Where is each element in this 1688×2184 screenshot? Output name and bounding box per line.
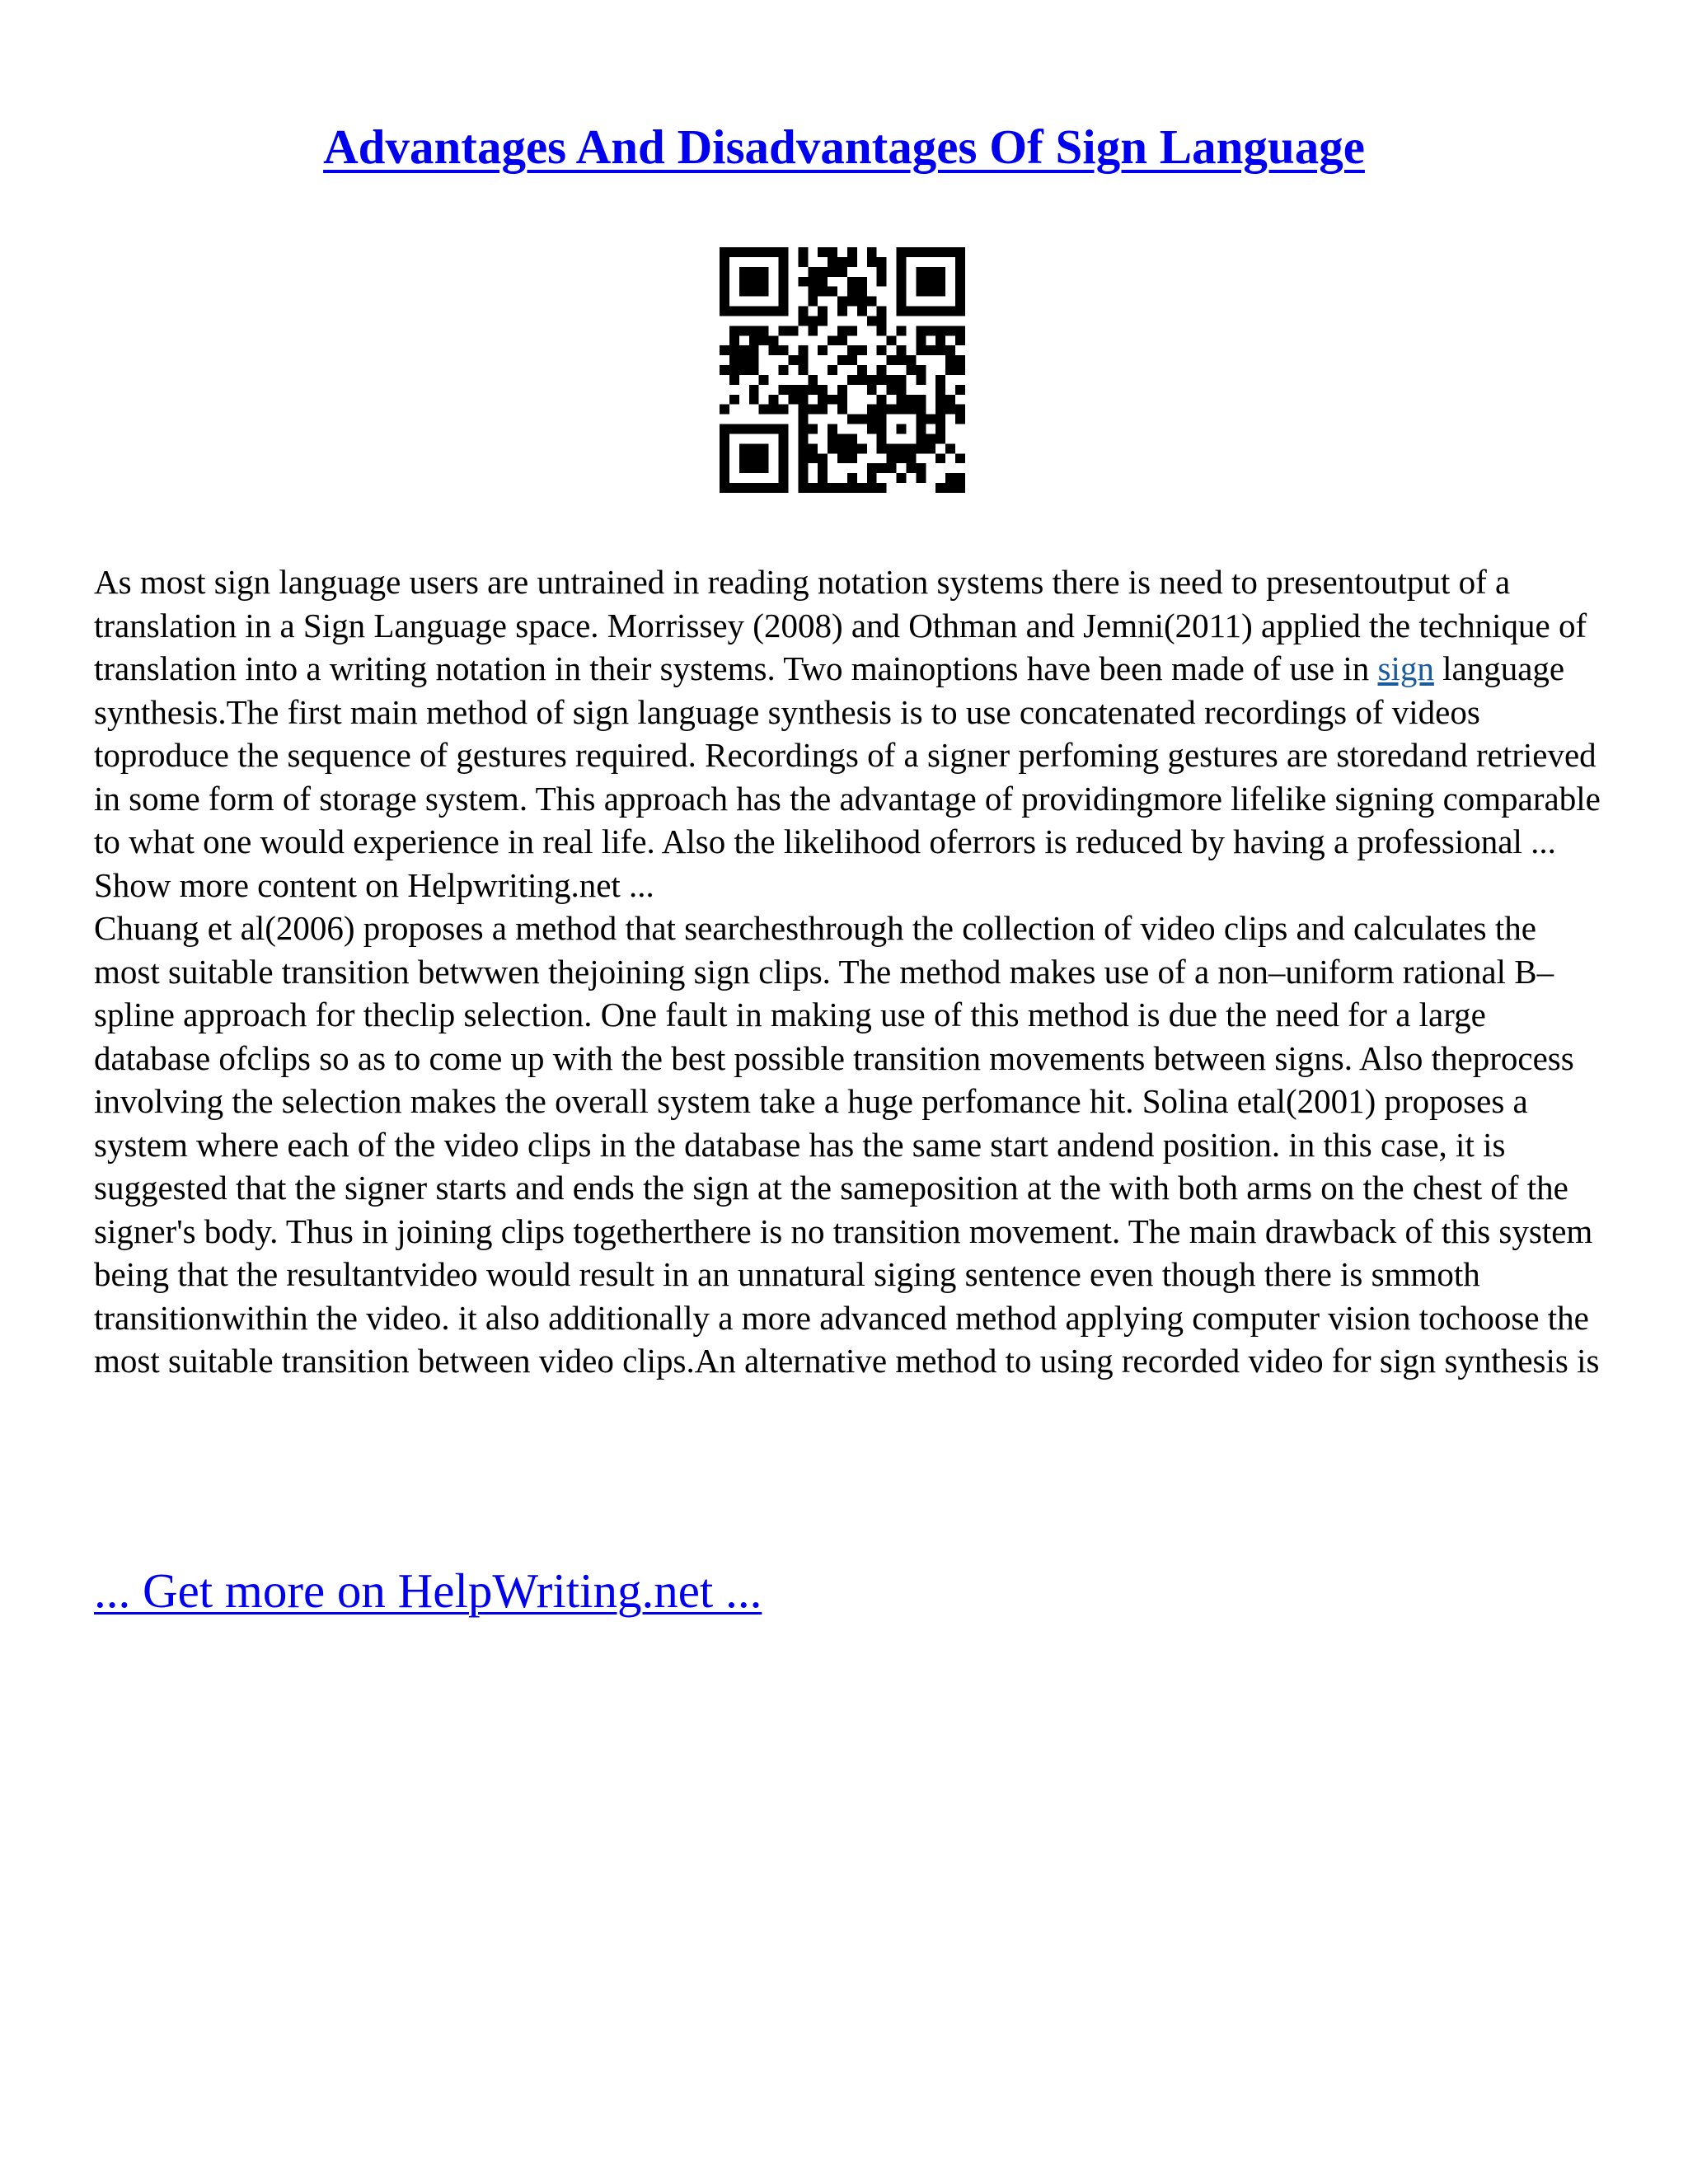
- paragraph-1: [94, 560, 1602, 907]
- page-title: [0, 114, 1688, 180]
- qr-code-icon: [720, 247, 965, 493]
- paragraph-2: Chuang et al(2006) proposes a method that searchesthrough the collection of video clips and calculates the most suitable transition betwwen thejoining sign clips. The method makes use of a non–uniform rational B–spline approach for theclip selection. One fault in making use of this method is due the need for a large database ofclips so as to come up with the best possible transition movements between signs. Also theprocess involving the selection makes the overall system take a huge perfomance hit. Solina etal(2001) proposes a system where each of the video clips in the database has the same start andend position. in this case, it is suggested that the signer starts and ends the sign at the sameposition at the with both arms on the chest of the signer's body. Thus in joining clips togetherthere is no transition movement. The main drawback of this system being that the resultantvideo would result in an unnatural siging sentence even though there is smmoth transitionwithin the video. it also additionally a more advanced method applying computer vision tochoose the most suitable transition between video clips.An alternative method to using recorded video for sign synthesis is: [94, 909, 1600, 1380]
- sign-link[interactable]: sign: [1377, 649, 1434, 687]
- title-link[interactable]: Advantages And Disadvantages Of Sign Language: [323, 120, 1365, 174]
- get-more-link[interactable]: ... Get more on HelpWriting.net ...: [94, 1563, 762, 1618]
- article-body: [94, 560, 1602, 1383]
- get-more-line: [94, 1560, 762, 1621]
- paragraph-1-end: language synthesis.The first main method of sign language synthesis is to use concatenated recordings of videos toproduce the sequence of gestures required. Recordings of a signer perfoming gestures are storedand retrieved in some form of storage system. This approach has the advantage of providingmore lifelike signing comparable to what one would experience in real life. Also the likelihood oferrors is reduced by having a professional ... Show more content on Helpwriting.net ...: [94, 649, 1601, 904]
- paragraph-1-start: As most sign language users are untrained in reading notation systems there is need to presentoutput of a translation in a Sign Language space. Morrissey (2008) and Othman and Jemni(2011) applied the technique of translation into a writing notation in their systems. Two mainoptions have been made of use in: [94, 563, 1587, 687]
